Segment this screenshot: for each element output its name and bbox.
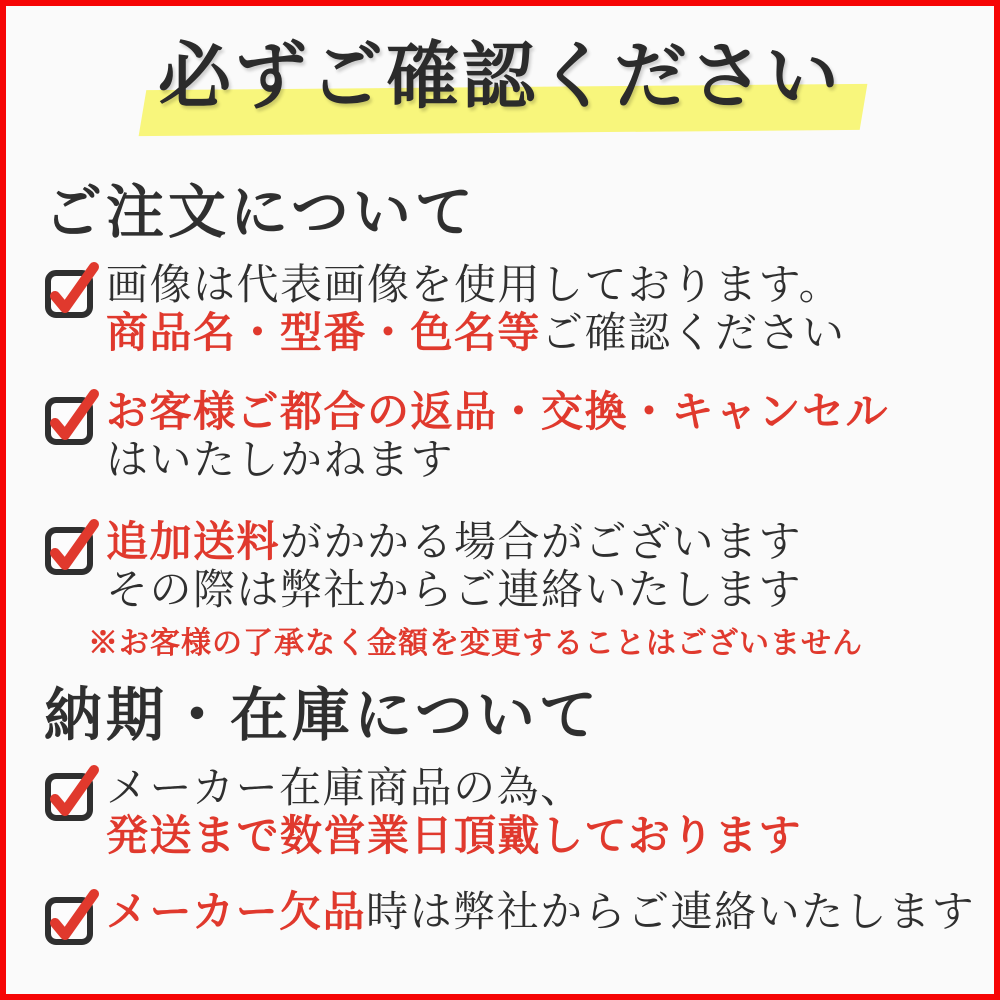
item-text-emphasis: 商品名・型番・色名等 (106, 311, 542, 357)
page-title: 必ずご確認ください (158, 36, 842, 117)
checkbox-checked-icon (44, 389, 98, 447)
item-text: 画像は代表画像を使用しております。 (106, 263, 843, 309)
item-text: ご確認ください (541, 311, 846, 357)
item-text: その際は弊社からご連絡いたします (106, 568, 803, 614)
checkbox-checked-icon (44, 889, 98, 947)
section-heading-delivery-stock: 納期・在庫について (44, 683, 601, 748)
section-heading-order: ご注文について (44, 180, 477, 245)
item-text-emphasis: メーカー欠品 (106, 890, 367, 936)
item-text-emphasis: 追加送料 (106, 520, 281, 566)
item-text-emphasis: 発送まで数営業日頂戴しております (106, 814, 803, 860)
item-text-block (106, 389, 889, 485)
item-text-block (106, 765, 802, 861)
list-item-extra-shipping (44, 519, 863, 661)
item-text: はいたしかねます (106, 438, 455, 484)
item-text: 時は弊社からご連絡いたします (366, 890, 976, 936)
title-banner (0, 0, 1000, 160)
checkbox-checked-icon (44, 765, 98, 823)
list-item-maker-stock (44, 765, 802, 861)
list-item-maker-shortage (44, 889, 975, 947)
item-text: がかかる場合がございます (280, 520, 803, 566)
list-item-returns (44, 389, 889, 485)
list-item-representative-image (44, 262, 846, 358)
item-text: メーカー在庫商品の為、 (106, 766, 584, 812)
item-text-block (106, 262, 846, 358)
item-text-block (88, 519, 863, 661)
item-text-block (106, 889, 975, 937)
checkbox-checked-icon (44, 519, 98, 577)
item-text-emphasis: お客様ご都合の返品・交換・キャンセル (106, 390, 890, 436)
checkbox-checked-icon (44, 262, 98, 320)
item-footnote: ※お客様の了承なく金額を変更することはございません (88, 627, 863, 660)
